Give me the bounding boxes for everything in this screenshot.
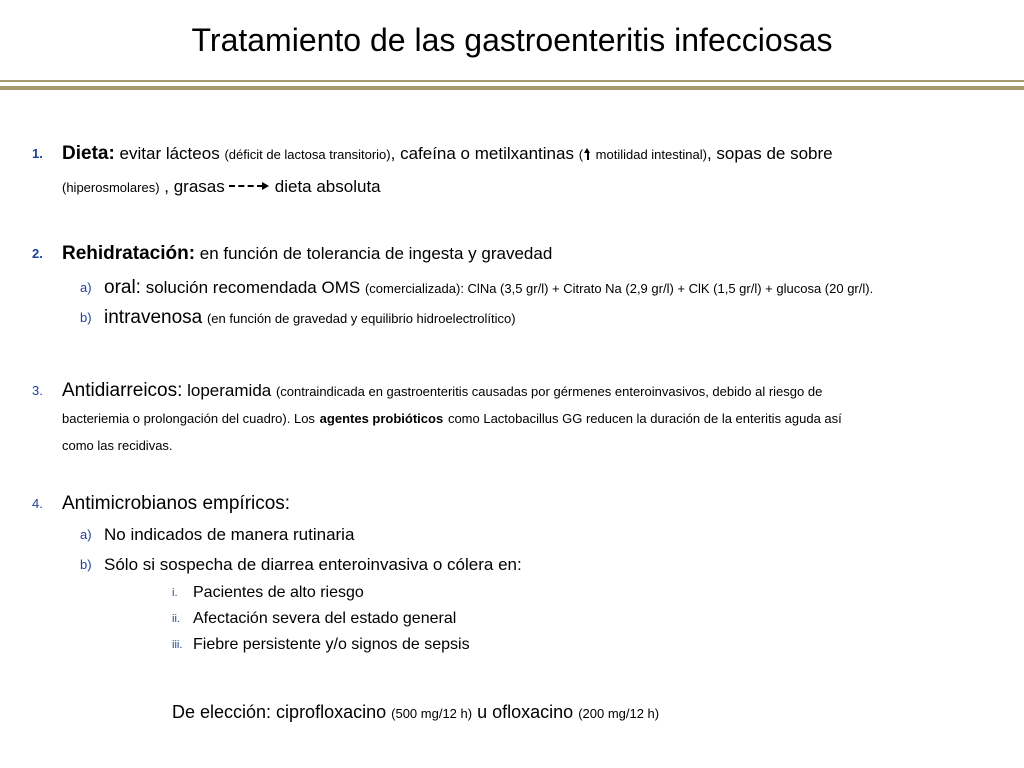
subsublist-numeral: i. — [172, 587, 178, 599]
subsublist-text: Pacientes de alto riesgo — [193, 584, 364, 601]
eleccion-text: De elección: ciprofloxacino — [172, 702, 387, 722]
item-note: (hiperosmolares) — [62, 180, 160, 195]
item-note: bacteriemia o prolongación del cuadro). Los — [62, 411, 315, 426]
item-note: ( motilidad intestinal) — [578, 147, 707, 162]
sublist-label: oral: — [104, 277, 141, 298]
list-item-rehidratacion — [32, 238, 1000, 270]
item-note: como Lactobacillus GG reducen la duración de la enteritis aguda así — [447, 411, 842, 426]
sublist-letter: a) — [80, 527, 92, 542]
item-note: como las recidivas. — [62, 438, 173, 453]
eleccion-dose: (200 mg/12 h) — [578, 706, 660, 721]
list-item-antimicrobianos — [32, 488, 1000, 520]
item-text: evitar lácteos — [119, 144, 220, 163]
sublist-letter: b) — [80, 557, 92, 572]
subsublist-numeral: iii. — [172, 639, 183, 651]
sublist-text: No indicados de manera rutinaria — [104, 525, 355, 544]
eleccion-line — [172, 696, 659, 730]
title-divider-thin — [0, 80, 1024, 82]
item-label: Antidiarreicos: — [62, 380, 183, 401]
subsublist-text: Fiebre persistente y/o signos de sepsis — [193, 636, 470, 653]
item-text: en función de tolerancia de ingesta y gravedad — [199, 244, 553, 263]
arrow-up-icon — [583, 148, 592, 160]
item-label: Rehidratación: — [62, 243, 196, 264]
eleccion-dose: (500 mg/12 h) — [391, 706, 473, 721]
list-item-antidiarreicos — [32, 378, 1000, 459]
sublist-label: intravenosa — [104, 307, 203, 328]
list-number: 1. — [32, 146, 43, 161]
slide-title: Tratamiento de las gastroenteritis infecciosas — [191, 22, 833, 58]
list-item-dieta — [32, 138, 1000, 204]
subsublist-numeral: ii. — [172, 613, 180, 625]
sublist-item-intravenosa — [80, 304, 1000, 333]
item-text: loperamida — [187, 381, 272, 400]
eleccion-text: u ofloxacino — [477, 702, 574, 722]
sublist-item-oral — [80, 274, 1000, 303]
subsublist-item-estado-general — [172, 606, 456, 632]
sublist-note: (comercializada): ClNa (3,5 gr/l) + Citrato Na (2,9 gr/l) + ClK (1,5 gr/l) + glucosa (20 gr/l). — [364, 281, 874, 296]
sublist-letter: a) — [80, 280, 92, 295]
item-note-bold: agentes probióticos — [319, 411, 444, 426]
item-text: , cafeína o metilxantinas — [390, 144, 574, 163]
sublist-text: Sólo si sospecha de diarrea enteroinvasiva o cólera en: — [104, 555, 522, 574]
item-text: , grasas — [164, 177, 225, 196]
item-text: dieta absoluta — [274, 177, 381, 196]
subsublist-text: Afectación severa del estado general — [193, 610, 457, 627]
title-divider-thick — [0, 86, 1024, 90]
list-number: 4. — [32, 496, 43, 511]
sublist-letter: b) — [80, 310, 92, 325]
sublist-text: solución recomendada OMS — [145, 278, 361, 297]
sublist-item-sospecha — [80, 551, 1000, 579]
dashed-arrow-icon — [229, 181, 269, 191]
subsublist-item-alto-riesgo — [172, 580, 364, 606]
list-number: 3. — [32, 383, 43, 398]
sublist-item-no-indicados — [80, 521, 1000, 549]
item-label: Dieta: — [62, 143, 115, 164]
subsublist-item-fiebre — [172, 632, 470, 658]
item-note: (déficit de lactosa transitorio) — [224, 147, 391, 162]
list-number: 2. — [32, 246, 43, 261]
item-label: Antimicrobianos empíricos: — [62, 493, 291, 514]
item-text: , sopas de sobre — [706, 144, 833, 163]
sublist-note: (en función de gravedad y equilibrio hidroelectrolítico) — [206, 311, 516, 326]
item-note: (contraindicada en gastroenteritis causadas por gérmenes enteroinvasivos, debido al riesgo de — [275, 384, 823, 399]
